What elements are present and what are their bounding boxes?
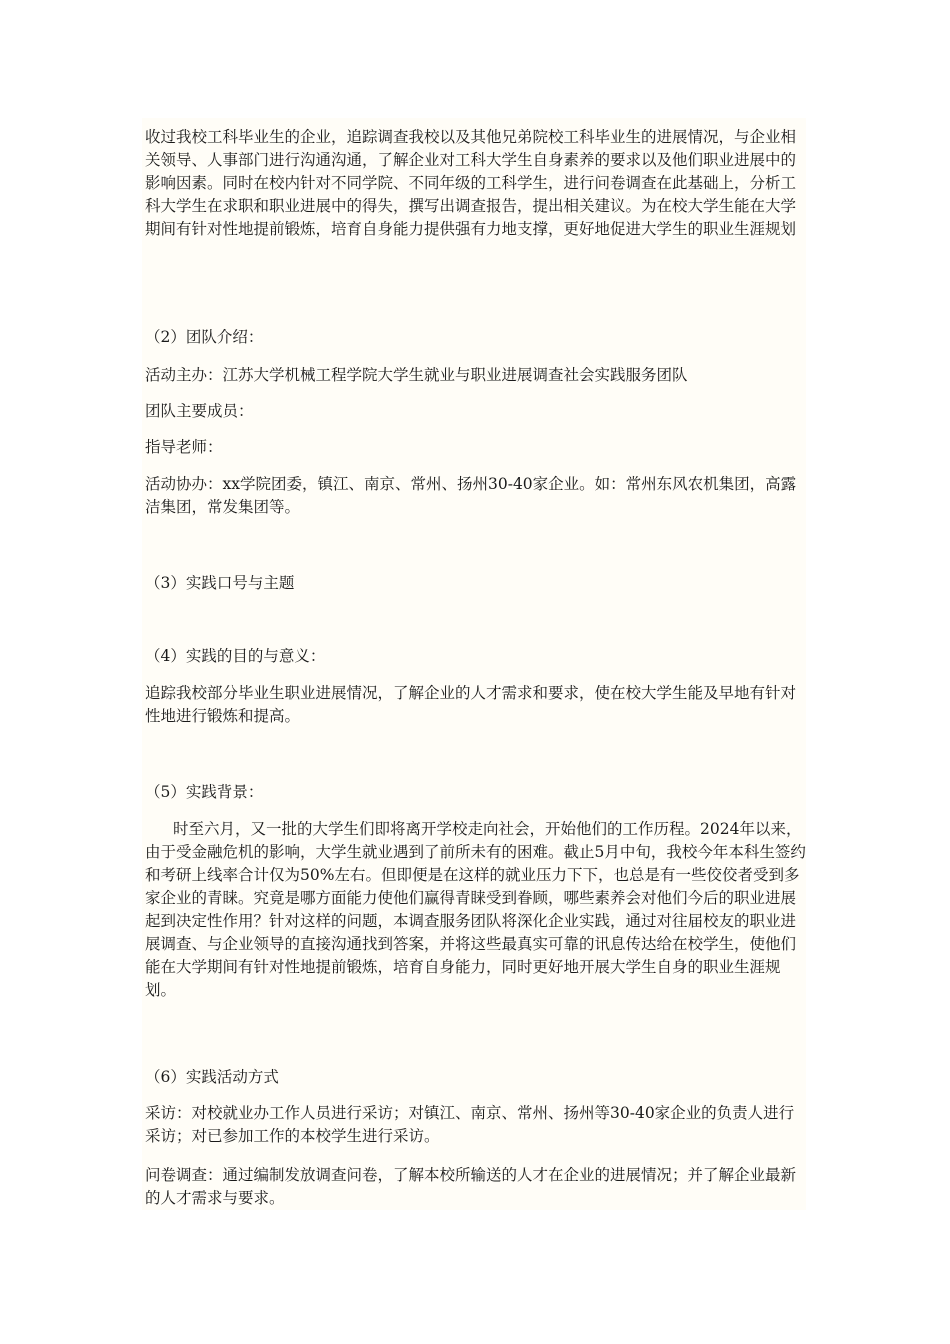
team-advisor-paragraph: 指导老师： [145,438,223,456]
intro-paragraph: 收过我校工科毕业生的企业，追踪调查我校以及其他兄弟院校工科毕业生的进展情况，与企业相关领导、人事部门进行沟通沟通，了解企业对工科大学生自身素养的要求以及他们职业进展中的影响因素。同时在校内针对不同学院、不同年级的工科学生，进行问卷调查在此基础上，分析工科大学生在求职和职业进展中的得失，撰写出调查报告，提出相关建议。为在校大学生能在大学期间有针对性地提前锻炼，培育自身能力提供强有力地支撑，更好地促进大学生的职业生涯规划 [145,128,797,238]
slogan-heading: （3）实践口号与主题 [145,574,295,592]
document-body [142,118,806,1210]
method-interview-paragraph: 采访：对校就业办工作人员进行采访；对镇江、南京、常州、扬州等30-40家企业的负责人进行采访；对已参加工作的本校学生进行采访。 [145,1104,795,1145]
team-assist-paragraph: 活动协办：xx学院团委，镇江、南京、常州、扬州30-40家企业。如：常州东风农机集团，高露洁集团，常发集团等。 [145,475,797,516]
purpose-heading: （4）实践的目的与意义： [145,647,326,665]
background-paragraph: 时至六月，又一批的大学生们即将离开学校走向社会，开始他们的工作历程。2024年以来，由于受金融危机的影响，大学生就业遇到了前所未有的困难。截止5月中旬，我校今年本科生签约和考研上线率合计仅为50%左右。但即便是在这样的就业压力下下，也总是有一些佼佼者受到多家企业的青睐。究竟是哪方面能力使他们赢得青睐受到眷顾，哪些素养会对他们今后的职业进展起到决定性作用？针对这样的问题，本调查服务团队将深化企业实践，通过对往届校友的职业进展调查、与企业领导的直接沟通找到答案，并将这些最真实可靠的讯息传达给在校学生，使他们能在大学期间有针对性地提前锻炼，培育自身能力，同时更好地开展大学生自身的职业生涯规划。 [145,820,806,999]
background-heading: （5）实践背景： [145,783,264,801]
team-host-paragraph: 活动主办：江苏大学机械工程学院大学生就业与职业进展调查社会实践服务团队 [145,366,688,384]
purpose-paragraph: 追踪我校部分毕业生职业进展情况，了解企业的人才需求和要求，使在校大学生能及早地有针对性地进行锻炼和提高。 [145,684,797,725]
method-survey-paragraph: 问卷调查：通过编制发放调查问卷，了解本校所输送的人才在企业的进展情况；并了解企业最新的人才需求与要求。 [145,1166,797,1207]
team-heading: （2）团队介绍： [145,328,264,346]
method-heading: （6）实践活动方式 [145,1068,279,1086]
team-members-paragraph: 团队主要成员： [145,402,254,420]
